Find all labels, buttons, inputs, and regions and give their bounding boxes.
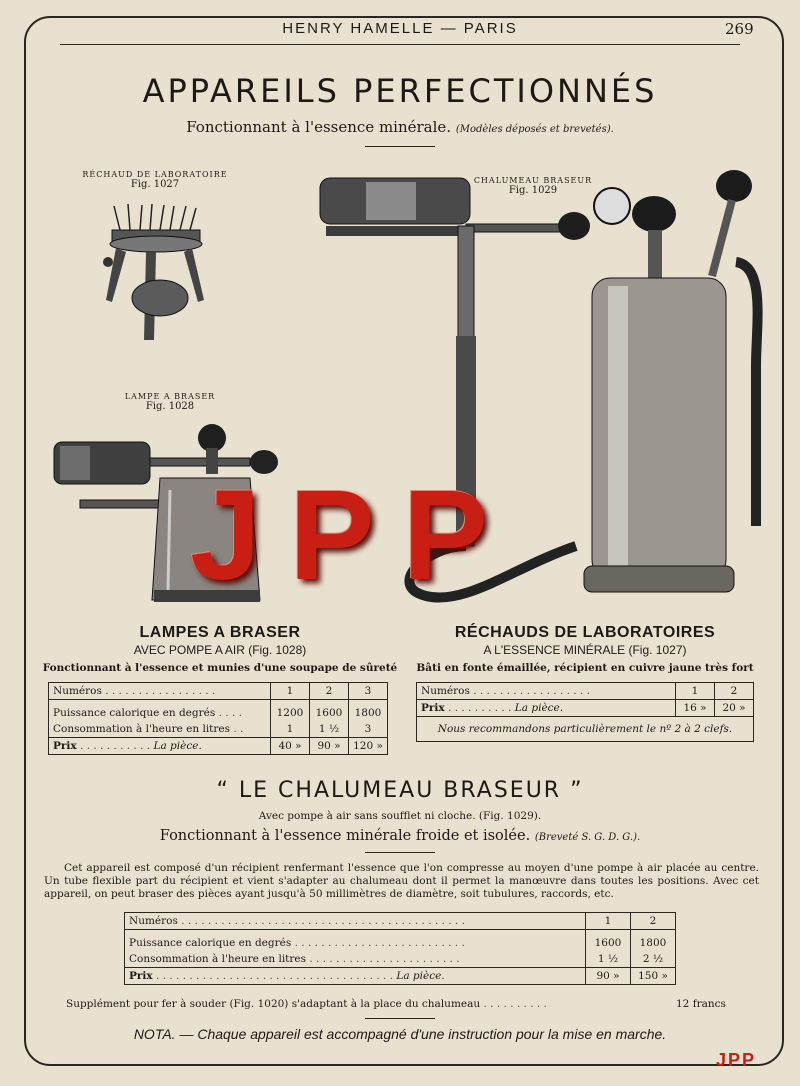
- table-cell: 2 ½: [631, 951, 676, 968]
- title-rule: [365, 146, 435, 147]
- fig1028-number: Fig. 1028: [145, 401, 195, 412]
- fig1029-number: Fig. 1029: [508, 185, 558, 196]
- table-cell: 1600: [310, 700, 349, 722]
- chalumeau-tagline-line: [0, 828, 800, 844]
- table-cell: 1600: [586, 930, 631, 952]
- lampes-subtitle: AVEC POMPE A AIR (Fig. 1028): [133, 643, 307, 657]
- table-row: [49, 683, 388, 700]
- table-row: [125, 951, 676, 968]
- table-cell: 40 »: [271, 738, 310, 755]
- table-cell: 2: [715, 683, 754, 700]
- table-row: [49, 700, 388, 722]
- row-label: Consommation à l'heure en litres . . . . . . . . . . . . . . . . . . . . . . .: [125, 951, 586, 968]
- table-row: [125, 930, 676, 952]
- table-cell: 1200: [271, 700, 310, 722]
- page-subtitle: [0, 118, 800, 136]
- lampes-table: [48, 682, 388, 755]
- chalumeau-paragraph: Cet appareil est composé d'un récipient renfermant l'essence que l'on compresse au moyen d'une pompe à air placée au centre. Un tube flexible part du récipient et vient s'adapter au chalumeau dont il permet la manœuvre dans toutes les positions. Avec cet appareil, on peut braser des pièces ayant jusqu'à 50 millimètres de diamètre, soit tubulures, raccords, etc.: [44, 862, 759, 900]
- jpp-watermark-large: JPP: [190, 464, 516, 607]
- subtitle-note: (Modèles déposés et brevetés).: [455, 124, 614, 135]
- supplement-text: Supplément pour fer à souder (Fig. 1020) s'adaptant à la place du chalumeau: [66, 998, 481, 1010]
- table-cell: 16 »: [676, 700, 715, 717]
- laboratory-burner-illustration: [100, 200, 215, 345]
- row-label: Prix . . . . . . . . . . La pièce.: [417, 700, 676, 717]
- table-cell: 1 ½: [586, 951, 631, 968]
- table-cell: 1: [676, 683, 715, 700]
- table-cell: 3: [349, 721, 388, 738]
- table-cell: 1800: [631, 930, 676, 952]
- nota: NOTA. — Chaque appareil est accompagné d'une instruction pour la mise en marche.: [133, 1026, 667, 1042]
- row-label: Numéros . . . . . . . . . . . . . . . . . . . . . . . . . . . . . . . . . . . . . . . . . . .: [125, 913, 586, 930]
- table-cell: 120 »: [349, 738, 388, 755]
- fig1027-caption: [80, 170, 230, 190]
- table-row: [417, 717, 754, 742]
- table-cell: 90 »: [586, 968, 631, 985]
- table-cell: 1: [586, 913, 631, 930]
- table-cell: 20 »: [715, 700, 754, 717]
- chalumeau-tagline: Fonctionnant à l'essence minérale froide et isolée.: [159, 828, 531, 844]
- rechauds-table: [416, 682, 754, 742]
- table-cell: 1: [271, 721, 310, 738]
- lampes-title: LAMPES A BRASER: [139, 624, 301, 641]
- table-row: [125, 913, 676, 930]
- rechauds-title: RÉCHAUDS DE LABORATOIRES: [454, 624, 716, 641]
- table-cell: 1 ½: [310, 721, 349, 738]
- chalumeau-subtitle: Avec pompe à air sans soufflet ni cloche. (Fig. 1029).: [258, 810, 542, 822]
- table-cell: 2: [631, 913, 676, 930]
- row-label: Numéros . . . . . . . . . . . . . . . . .: [49, 683, 271, 700]
- table-cell: 90 »: [310, 738, 349, 755]
- section-rule: [365, 852, 435, 853]
- table-row: [417, 700, 754, 717]
- supplement-price: 12 francs: [676, 998, 726, 1010]
- subtitle-text: Fonctionnant à l'essence minérale.: [186, 118, 452, 136]
- chalumeau-table: [124, 912, 676, 985]
- table-row: [125, 968, 676, 985]
- header-rule: [60, 44, 740, 45]
- chalumeau-tagline-note: (Breveté S. G. D. G.).: [534, 832, 641, 843]
- rechauds-recommendation: Nous recommandons particulièrement le nº 2 à 2 clefs.: [417, 717, 754, 742]
- fig1029-name: CHALUMEAU BRASEUR: [473, 176, 593, 185]
- row-label: Prix . . . . . . . . . . . La pièce.: [49, 738, 271, 755]
- row-label: Consommation à l'heure en litres . .: [49, 721, 271, 738]
- row-label: Numéros . . . . . . . . . . . . . . . . . .: [417, 683, 676, 700]
- rechauds-subtitle: A L'ESSENCE MINÉRALE (Fig. 1027): [483, 643, 687, 657]
- table-cell: 2: [310, 683, 349, 700]
- table-row: [417, 683, 754, 700]
- page-number: 269: [725, 20, 754, 38]
- fig1027-number: Fig. 1027: [130, 179, 180, 190]
- table-cell: 1: [271, 683, 310, 700]
- supplement-line: Supplément pour fer à souder (Fig. 1020) s'adaptant à la place du chalumeau . . . . . . . . . .: [66, 998, 547, 1010]
- jpp-watermark-small: JPP: [716, 1050, 757, 1070]
- lampes-description: Fonctionnant à l'essence et munies d'une soupape de sûreté: [42, 662, 398, 674]
- rechauds-description: Bâti en fonte émaillée, récipient en cuivre jaune très fort: [416, 662, 754, 674]
- fig1027-name: RÉCHAUD DE LABORATOIRE: [82, 170, 228, 179]
- fig1028-caption: [95, 392, 245, 412]
- footer-rule: [365, 1018, 435, 1019]
- table-cell: 1800: [349, 700, 388, 722]
- table-row: [49, 721, 388, 738]
- page-title: APPAREILS PERFECTIONNÉS: [142, 72, 658, 110]
- fig1028-name: LAMPE A BRASER: [124, 392, 216, 401]
- row-label: Puissance calorique en degrés . . . . . . . . . . . . . . . . . . . . . . . . . .: [125, 930, 586, 952]
- chalumeau-title: “ LE CHALUMEAU BRASEUR ”: [216, 778, 584, 803]
- running-header: HENRY HAMELLE — PARIS: [282, 20, 518, 37]
- row-label: Prix . . . . . . . . . . . . . . . . . . . . . . . . . . . . . . . . . . . . La pièce.: [125, 968, 586, 985]
- table-cell: 3: [349, 683, 388, 700]
- table-row: [49, 738, 388, 755]
- row-label: Puissance calorique en degrés . . . .: [49, 700, 271, 722]
- table-cell: 150 »: [631, 968, 676, 985]
